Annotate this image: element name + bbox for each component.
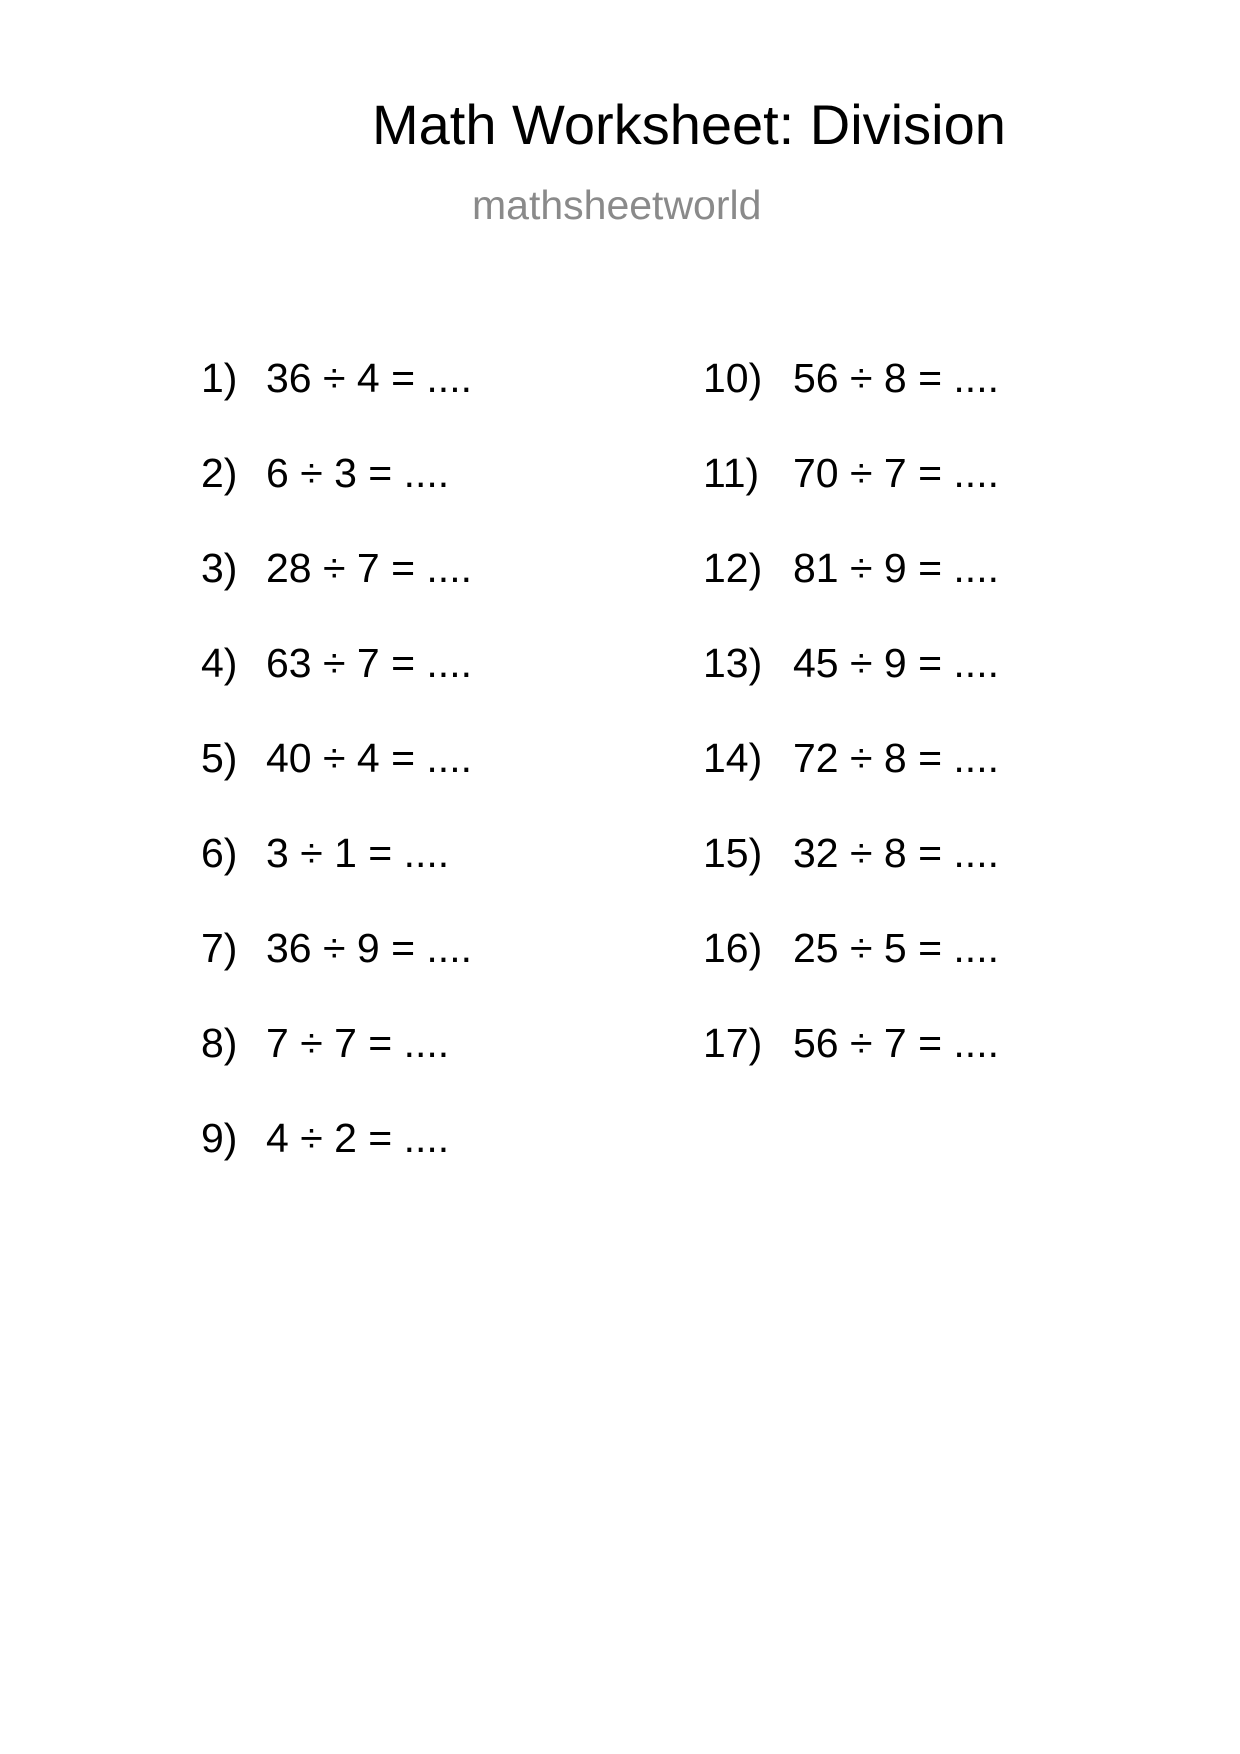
problem-expression: 72 ÷ 8 = .... xyxy=(793,735,999,781)
problem-item xyxy=(201,924,472,1019)
problem-number: 9) xyxy=(201,1115,238,1161)
problem-expression: 28 ÷ 7 = .... xyxy=(266,545,472,591)
problem-number: 11) xyxy=(703,450,760,496)
problem-expression: 7 ÷ 7 = .... xyxy=(266,1020,450,1066)
problem-number: 17) xyxy=(703,1020,763,1066)
problem-item xyxy=(703,354,999,449)
problem-number: 7) xyxy=(201,925,238,971)
problem-item xyxy=(703,924,999,1019)
problem-number: 4) xyxy=(201,640,238,686)
problem-number: 2) xyxy=(201,450,238,496)
problem-item xyxy=(201,449,472,544)
problem-item xyxy=(201,354,472,449)
problem-item xyxy=(201,1114,472,1209)
problem-expression: 6 ÷ 3 = .... xyxy=(266,450,450,496)
problem-expression: 25 ÷ 5 = .... xyxy=(793,925,999,971)
problem-expression: 45 ÷ 9 = .... xyxy=(793,640,999,686)
problem-item xyxy=(703,639,999,734)
problem-number: 8) xyxy=(201,1020,238,1066)
problem-item xyxy=(703,544,999,639)
problem-expression: 4 ÷ 2 = .... xyxy=(266,1115,450,1161)
problem-expression: 70 ÷ 7 = .... xyxy=(793,450,999,496)
problem-number: 3) xyxy=(201,545,238,591)
problem-item xyxy=(201,829,472,924)
problem-expression: 40 ÷ 4 = .... xyxy=(266,735,472,781)
problem-number: 12) xyxy=(703,545,763,591)
problem-item xyxy=(703,734,999,829)
worksheet-source: mathsheetworld xyxy=(472,182,762,228)
worksheet-title: Math Worksheet: Division xyxy=(372,93,1006,156)
problem-expression: 81 ÷ 9 = .... xyxy=(793,545,999,591)
problem-expression: 63 ÷ 7 = .... xyxy=(266,640,472,686)
problem-list-left xyxy=(201,354,472,1209)
problem-expression: 36 ÷ 4 = .... xyxy=(266,355,472,401)
problem-number: 6) xyxy=(201,830,238,876)
problem-number: 16) xyxy=(703,925,763,971)
problem-number: 13) xyxy=(703,640,763,686)
problem-expression: 32 ÷ 8 = .... xyxy=(793,830,999,876)
problem-item xyxy=(201,544,472,639)
problem-number: 10) xyxy=(703,355,763,401)
problem-item xyxy=(201,639,472,734)
problem-expression: 56 ÷ 8 = .... xyxy=(793,355,999,401)
problem-list-right xyxy=(703,354,999,1114)
problem-number: 15) xyxy=(703,830,763,876)
problem-item xyxy=(703,1019,999,1114)
problem-number: 1) xyxy=(201,355,238,401)
problem-expression: 3 ÷ 1 = .... xyxy=(266,830,450,876)
problem-item xyxy=(703,829,999,924)
problem-item xyxy=(201,734,472,829)
problem-number: 14) xyxy=(703,735,763,781)
problem-expression: 36 ÷ 9 = .... xyxy=(266,925,472,971)
problem-item xyxy=(201,1019,472,1114)
problem-expression: 56 ÷ 7 = .... xyxy=(793,1020,999,1066)
problem-number: 5) xyxy=(201,735,238,781)
problem-item xyxy=(703,449,999,544)
